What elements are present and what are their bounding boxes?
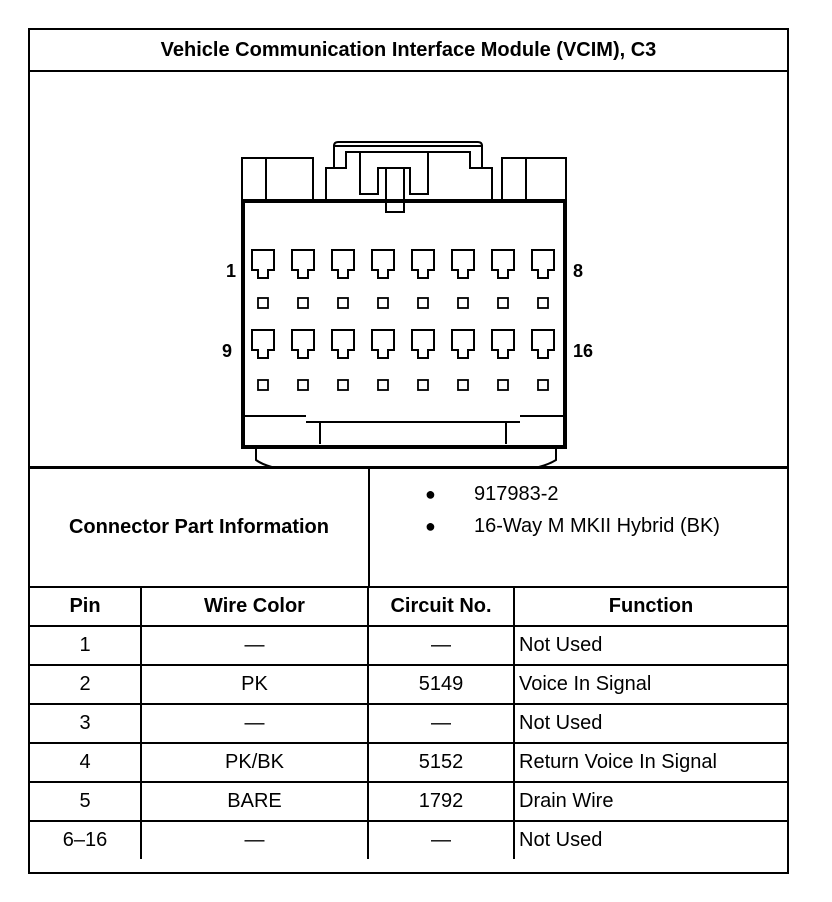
pinout-sheet <box>28 28 789 874</box>
cell-circuit-no: 1792 <box>368 782 514 821</box>
cell-function: Voice In Signal <box>514 665 787 704</box>
cell-circuit-no: — <box>368 626 514 665</box>
cell-circuit-no: 5149 <box>368 665 514 704</box>
terminal-row-top <box>258 298 548 308</box>
connector-skirt <box>256 448 556 466</box>
connector-latch <box>242 158 313 200</box>
connector-figure <box>30 72 787 469</box>
cell-pin: 3 <box>30 704 141 743</box>
connector-description: 16-Way M MKII Hybrid (BK) <box>474 514 720 537</box>
cell-pin: 4 <box>30 743 141 782</box>
table-header-row <box>30 588 787 626</box>
pin-label-1: 1 <box>226 261 237 281</box>
cell-wire-color: — <box>141 821 368 859</box>
pinout-table <box>30 588 787 859</box>
cavity-row-bottom <box>252 330 554 358</box>
pin-label-9: 9 <box>222 341 233 361</box>
header-pin: Pin <box>30 588 141 626</box>
bullet-icon: ● <box>425 515 436 536</box>
cell-wire-color: PK/BK <box>141 743 368 782</box>
bullet-icon: ● <box>425 483 436 504</box>
cell-function: Drain Wire <box>514 782 787 821</box>
terminal-row-bottom <box>258 380 548 390</box>
cell-circuit-no: — <box>368 704 514 743</box>
header-wire-color: Wire Color <box>141 588 368 626</box>
pin-label-16: 16 <box>573 341 594 361</box>
cell-function: Not Used <box>514 821 787 859</box>
table-row <box>30 626 787 665</box>
cell-pin: 2 <box>30 665 141 704</box>
table-row <box>30 665 787 704</box>
header-circuit-no: Circuit No. <box>368 588 514 626</box>
cell-function: Return Voice In Signal <box>514 743 787 782</box>
cell-wire-color: — <box>141 626 368 665</box>
cell-wire-color: PK <box>141 665 368 704</box>
cell-circuit-no: 5152 <box>368 743 514 782</box>
table-row <box>30 743 787 782</box>
cell-pin: 6–16 <box>30 821 141 859</box>
cell-circuit-no: — <box>368 821 514 859</box>
cell-wire-color: BARE <box>141 782 368 821</box>
connector-face-diagram <box>30 72 787 466</box>
cavity-row-top <box>252 250 554 278</box>
cell-function: Not Used <box>514 626 787 665</box>
header-function: Function <box>514 588 787 626</box>
table-row <box>30 821 787 859</box>
table-row <box>30 704 787 743</box>
connector-part-info-list <box>370 469 787 586</box>
cell-wire-color: — <box>141 704 368 743</box>
connector-body <box>242 200 566 448</box>
cell-pin: 5 <box>30 782 141 821</box>
page-title: Vehicle Communication Interface Module (VCIM), C3 <box>30 30 787 72</box>
part-number: 917983-2 <box>474 482 559 505</box>
cell-pin: 1 <box>30 626 141 665</box>
connector-part-info <box>30 469 787 588</box>
pin-label-8: 8 <box>573 261 584 281</box>
table-row <box>30 782 787 821</box>
connector-part-info-label: Connector Part Information <box>30 469 370 586</box>
cell-function: Not Used <box>514 704 787 743</box>
